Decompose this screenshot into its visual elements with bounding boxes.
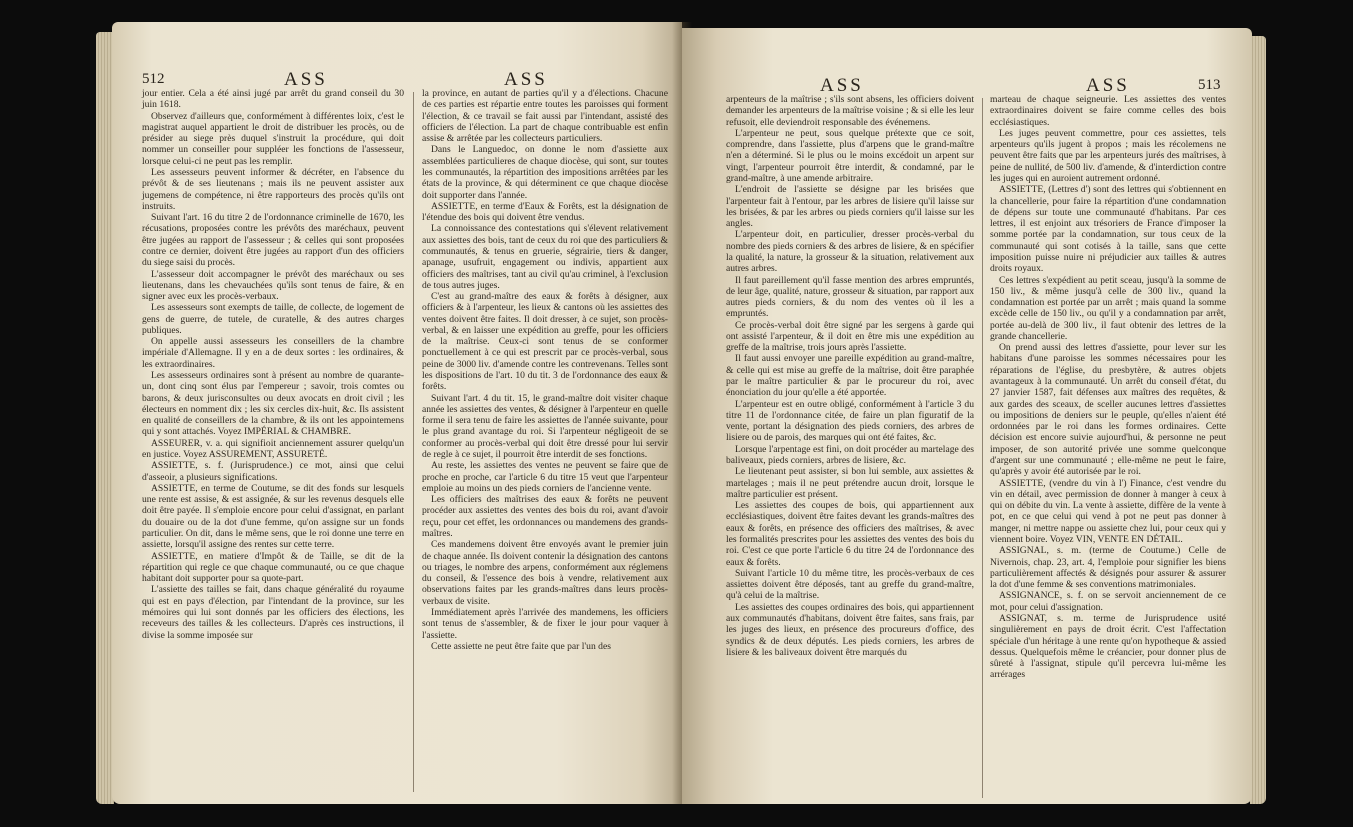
paragraph: Les assesseurs ordinaires sont à présent au nombre de quarante-un, dont cinq sont élus par l'empereur ; savoir, trois comtes ou barons, & deux jurisconsultes ou deux avocats en droit civil ; les électeurs en nomment dix ; les six cercles dix-huit, &c. Ils assistent en qualité de conseillers de la chambre, & ils ont les appointemens qui y sont attachés. Voyez IMPÉRIAL & CHAMBRE. [142,370,404,438]
paragraph: ASSEURER, v. a. qui signifioit anciennement assurer quelqu'un en justice. Voyez ASSUREMENT, ASSURETÉ. [142,437,404,460]
paragraph: Observez d'ailleurs que, conformément à différentes loix, c'est le magistrat auquel appartient le droit de distribuer les procès, ou de présider au siege près duquel s'instruit la procédure, qui doit nommer un conseiller pour suppléer les fonctions de l'assesseur, lorsque celui-ci ne peut pas les remplir. [142,110,404,167]
paragraph: Ces lettres s'expédient au petit sceau, jusqu'à la somme de 150 liv., & même jusqu'à celle de 300 liv., quand la condamnation est portée par un arrêt ; mais quand la somme excède celle de 150 liv., ou qu'il y a condamnation par arrêt, portée au-delà de 300 liv., il faut obtenir des lettres de la grande chancellerie. [990,274,1226,342]
paragraph: On prend aussi des lettres d'assiette, pour lever sur les habitans d'une paroisse les sommes nécessaires pour les réparations de l'église, du presbytère, & autres objets avantageux à la communauté. Un arrêt du conseil d'état, du 27 janvier 1587, fait défenses aux maîtres des requêtes, & aux gardes des sceaux, de sceller aucunes lettres d'assiettes ou impositions de deniers sur le peuple, qu'elles n'aient été ordonnées par le roi dans les formes ordinaires. Cette décision est encore suivie aujourd'hui, & personne ne peut imposer, de son autorité privée une somme quelconque d'argent sur une communauté ; elle-même ne peut le faire, qu'après y avoir été autorisée par le roi. [990,342,1226,478]
paragraph: Il faut pareillement qu'il fasse mention des arbres empruntés, de leur âge, qualité, nature, grosseur & situation, par rapport aux autres pieds corniers, & du nom des ventes où il les a empruntés. [726,274,974,320]
paragraph: L'arpenteur ne peut, sous quelque prétexte que ce soit, comprendre, dans l'assiette, plus d'arpens que le grand-maître n'en a déterminé. Si le plus ou le moins excédoit un arpent sur vingt, l'arpenteur pourroit être interdit, & condamné, par le grand-maître, à une amende arbitraire. [726,127,974,184]
paragraph: L'assesseur doit accompagner le prévôt des maréchaux ou ses lieutenans, dans les chevauchées qu'ils sont tenus de faire, & en signer avec eux les procès-verbaux. [142,268,404,303]
paragraph: ASSIETTE, s. f. (Jurisprudence.) ce mot, ainsi que celui d'asseoir, a plusieurs significations. [142,460,404,483]
left-page-column-2 [422,88,668,652]
paragraph: Cette assiette ne peut être faite que par l'un des [431,640,611,652]
paragraph: ASSIETTE, en matiere d'Impôt & de Taille, se dit de la répartition qui regle ce que chaque communauté, ou ce que chaque habitant doit supporter pour sa quote-part. [142,550,404,585]
paragraph: Les juges peuvent commettre, pour ces assiettes, tels arpenteurs qu'ils jugent à propos ; mais les récolemens ne peuvent être faits que par les arpenteurs jurés des maîtrises, à peine de nullité, de 500 liv. d'amende, & d'interdiction contre les juges qui en auroient autrement ordonné. [990,127,1226,184]
running-head-left-2: ASS [504,69,548,90]
paragraph: ASSIETTE, (vendre du vin à l') Finance, c'est vendre du vin en détail, avec permission de donner à manger à ceux à qui on débite du vin. La vente à assiette, diffère de la vente à pot, en ce que celui qui vend à pot ne peut pas donner à manger, ni mettre nappe ou assiette chez lui, pour ceux qui y viennent boire. Voyez VIN, VENTE EN DÉTAIL. [990,477,1226,545]
paragraph: Lorsque l'arpentage est fini, on doit procéder au martelage des baliveaux, pieds corniers, arbres de lisiere, &c. [726,443,974,466]
paragraph: L'assiette des tailles se fait, dans chaque généralité du royaume qui est en pays d'élection, par l'intendant de la province, sur les mémoires qui lui sont donnés par les officiers des élections, les receveurs des tailles & les collecteurs. D'après ces instructions, il divise la somme imposée sur [142,584,404,641]
running-head-right-1: ASS [820,75,864,96]
paragraph: ASSIGNAT, s. m. terme de Jurisprudence usité singulièrement en pays de droit écrit. C'est l'affectation spéciale d'un héritage à une rente qu'on hypotheque & assied dessus. Quelquefois même le créancier, pour donner plus de sûreté à l'assignat, stipule qu'il percevra lui-même les arrérages [990,612,1226,681]
paragraph: Immédiatement après l'arrivée des mandemens, les officiers sont tenus de s'assembler, & de fixer le jour pour vaquer à l'assiette. [422,606,668,641]
paragraph: C'est au grand-maître des eaux & forêts à désigner, aux officiers & à l'arpenteur, les lieux & cantons où les assiettes des ventes doivent être faites. Il doit dresser, à ce sujet, son procès-verbal, & en laisser une expédition au greffe, pour les officiers de la maîtrise. Ceux-ci sont tenus de se conformer ponctuellement à ce qui est prescrit par ce procès-verbal, sous peine de 3000 liv. d'amende contre les contrevenans. Telles sont les dispositions de l'art. 10 du tit. 3 de l'ordonnance des eaux & forêts. [422,291,668,393]
right-page [682,28,1252,804]
paragraph: Les assesseurs peuvent informer & décréter, en l'absence du prévôt & de ses lieutenans ; mais ils ne peuvent assister aux jugemens de compétence, ni être rapporteurs des procès qu'ils ont instruits. [142,166,404,212]
paragraph: jour entier. Cela a été ainsi jugé par arrêt du grand conseil du 30 juin 1618. [142,88,404,111]
paragraph: Les assiettes des coupes ordinaires des bois, qui appartiennent aux communautés d'habitans, doivent être faites, sans frais, par les juges des lieux, en présence des procureurs d'office, des syndics & de deux députés. Les pieds corniers, les arbres de lisiere & les baliveaux doivent être marqués du [726,601,974,658]
paragraph: arpenteurs de la maîtrise ; s'ils sont absens, les officiers doivent demander les arpenteurs de la maîtrise voisine ; & si elle les leur refusoit, elle deviendroit responsable des événemens. [726,94,974,128]
column-rule-right [982,98,983,798]
right-page-column-2 [990,94,1226,681]
paragraph: Les officiers des maîtrises des eaux & forêts ne peuvent procéder aux assiettes des ventes des bois du roi, avant d'avoir reçu, pour cet effet, les ordonnances ou mandemens des grands-maîtres. [422,494,668,539]
paragraph: Suivant l'article 10 du même titre, les procès-verbaux de ces assiettes doivent être déposés, tant au greffe du grand-maître, qu'à celui de la maîtrise. [726,567,974,602]
paragraph: Ces mandemens doivent être envoyés avant le premier juin de chaque année. Ils doivent contenir la désignation des cantons ou triages, le nombre des arpens, conformément aux réglemens du conseil, & l'essence des bois à vendre, relativement aux observations faites par les grands-maîtres dans leurs procès-verbaux de visite. [422,539,668,607]
paragraph: La connoissance des contestations qui s'élevent relativement aux assiettes des bois, tant de ceux du roi que des particuliers & communautés, & tenus en gruerie, ségrairie, tiers & danger, apanage, usufruit, engagement ou indivis, appartient aux officiers des maîtrises, tant au civil qu'au criminel, à l'exclusion de tous autres juges. [422,223,668,291]
paragraph: L'endroit de l'assiette se désigne par les brisées que l'arpenteur fait à l'entour, par les arbres de lisiere qu'il laisse sur les brisées, & par les arbres ou pieds corniers qu'il laisse sur les angles. [726,184,974,230]
paragraph: Les assesseurs sont exempts de taille, de collecte, de logement de gens de guerre, de tutele, de curatelle, & des autres charges publiques. [142,302,404,336]
paragraph: Ce procès-verbal doit être signé par les sergens à garde qui ont assisté l'arpenteur, & il doit en être mis une expédition au greffe de la maîtrise, trois jours après l'assiette. [726,319,974,354]
paragraph: la province, en autant de parties qu'il y a d'élections. Chacune de ces parties est répartie entre toutes les paroisses qui forment l'élection, & ce travail se fait aussi par l'intendant, assisté des officiers de l'élection. La part de chaque contribuable est enfin assise & arrêtée par les collecteurs particuliers. [422,88,668,145]
paragraph: Suivant l'art. 4 du tit. 15, le grand-maître doit visiter chaque année les assiettes des ventes, & désigner à l'arpenteur en quelle forme il sera tenu de faire les assiettes de l'année suivante, pour le plus grand avantage du roi. Si l'arpenteur négligeoit de se conformer au procès-verbal qui doit être dressé pour lui servir de regle à ce sujet, il pourroit être interdit de ses fonctions. [422,392,669,460]
paragraph: Suivant l'art. 16 du titre 2 de l'ordonnance criminelle de 1670, les récusations, proposées contre les prévôts des maréchaux, peuvent être jugées au rapport de l'assesseur ; & celles qui sont proposées contre ce dernier, doivent être jugées au rapport d'un des officiers du siege saisi du procès. [142,212,404,269]
running-head-left-1: ASS [284,69,328,90]
left-page [112,22,682,804]
page-number-left: 512 [142,71,165,87]
paragraph: ASSIGNANCE, s. f. on se servoit anciennement de ce mot, pour celui d'assignation. [990,590,1226,613]
running-head-right-2: ASS [1086,75,1130,96]
paragraph: ASSIETTE, (Lettres d') sont des lettres qui s'obtiennent en la chancellerie, pour faire la répartition d'une condamnation de dépens sur toute une communauté d'habitans. Par ces lettres, il est enjoint aux trésoriers de France d'imposer la somme portée par la condamnation, sur tous ceux de la communauté qui sont cotisés à la taille, sans que cette imposition puisse nuire ni préjudicier aux tailles & autres droits royaux. [990,184,1226,275]
left-page-column-1 [142,88,404,641]
paragraph: Les assiettes des coupes de bois, qui appartiennent aux ecclésiastiques, doivent être faites devant les grands-maîtres des eaux & forêts, en présence des officiers des maîtrises, & avec les formalités prescrites pour les assiettes des ventes des bois du roi. C'est ce que porte l'article 6 du titre 24 de l'ordonnance des eaux & forêts. [726,500,974,568]
paragraph: Il faut aussi envoyer une pareille expédition au grand-maître, & celle qui est mise au greffe de la maîtrise, doit être paraphée par le maître particulier & par le procureur du roi, avec énonciation du jour qu'elle a été apportée. [726,353,974,399]
right-page-column-1 [726,94,974,658]
paragraph: L'arpenteur doit, en particulier, dresser procès-verbal du nombre des pieds corniers & des arbres de lisiere, & en spécifier la qualité, la nature, la grosseur & la situation, relativement aux autres arbres. [726,229,974,275]
paragraph: Le lieutenant peut assister, si bon lui semble, aux assiettes & martelages ; mais il ne peut prétendre aucun droit, lorsque le maître particulier est présent. [726,466,974,500]
paragraph: Dans le Languedoc, on donne le nom d'assiette aux assemblées particulieres de chaque diocèse, qui sont, sur toutes les communautés, la répartition des impositions arrêtées par les états de la province, & qui déterminent ce que chaque diocèse doit supporter dans l'année. [422,144,668,201]
paragraph: ASSIETTE, en terme d'Eaux & Forêts, est la désignation de l'étendue des bois qui doivent être vendus. [422,200,668,224]
column-rule-left [413,92,414,792]
right-page-edges [1250,36,1266,804]
paragraph: Au reste, les assiettes des ventes ne peuvent se faire que de proche en proche, car l'article 6 du titre 15 veut que l'arpenteur emploie au moins un des pieds corniers de l'ancienne vente. [422,460,668,494]
paragraph: L'arpenteur est en outre obligé, conformément à l'article 3 du titre 11 de l'ordonnance citée, de faire un plan figuratif de la vente, portant la désignation des pieds corniers, des arbres de lisiere ou de parois, des marques qui ont été faites, &c. [726,398,974,444]
paragraph: ASSIGNAL, s. m. (terme de Coutume.) Celle de Nivernois, chap. 23, art. 4, l'emploie pour signifier les biens particulièrement affectés & désignés pour assurer & assurer la dot d'une femme & ses conventions matrimoniales. [990,545,1226,591]
page-number-right: 513 [1198,77,1221,93]
paragraph: marteau de chaque seigneurie. Les assiettes des ventes extraordinaires doivent se faire comme celles des bois ecclésiastiques. [990,94,1226,128]
paragraph: ASSIETTE, en terme de Coutume, se dit des fonds sur lesquels une rente est assise, & est assignée, & sur les revenus desquels elle doit être payée. Il s'emploie encore pour celui d'assignat, en parlant du douaire ou de la dot d'une femme, qu'on assigne sur un fonds particulier. On dit, dans le même sens, que le roi donne une terre en assiette, lorsqu'il assigne des rentes sur cette terre. [142,482,404,551]
paragraph: On appelle aussi assesseurs les conseillers de la chambre impériale d'Allemagne. Il y en a de deux sortes : les ordinaires, & les extraordinaires. [142,336,404,370]
